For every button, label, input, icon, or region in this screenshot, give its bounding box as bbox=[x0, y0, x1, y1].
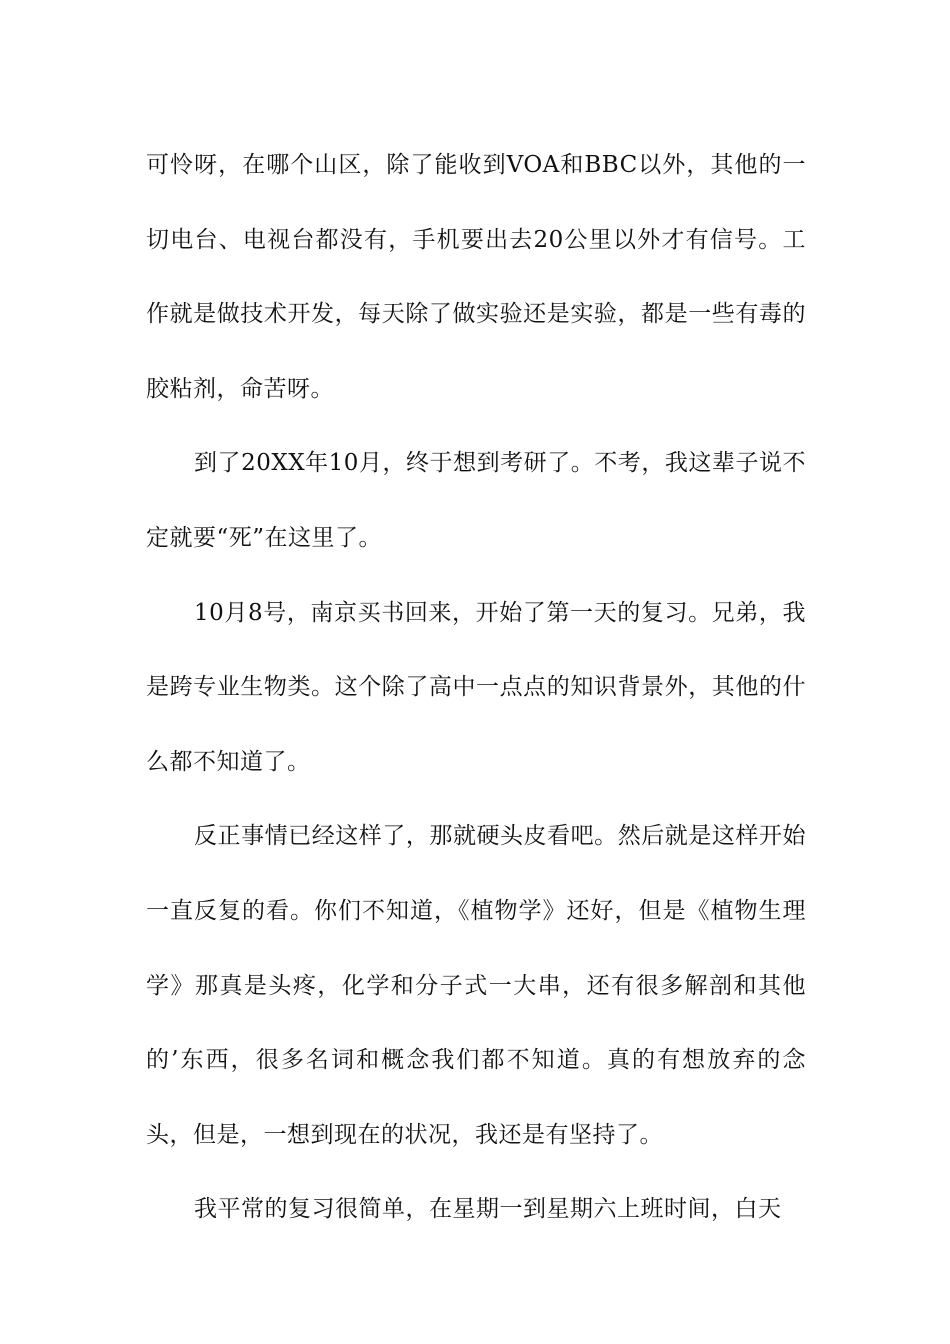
paragraph-4: 反正事情已经这样了，那就硬头皮看吧。然后就是这样开始一直反复的看。你们不知道，《植物学》还好，但是《植物生理学》那真是头疼，化学和分子式一大串，还有很多解剖和其他的’东西，很多名词和概念我们都不知道。真的有想放弃的念头，但是，一想到现在的状况，我还是有坚持了。 bbox=[146, 823, 806, 1148]
document-body bbox=[146, 128, 806, 1247]
paragraph-3: 10月8号，南京买书回来，开始了第一天的复习。兄弟，我是跨专业生物类。这个除了高中一点点的知识背景外，其他的什么都不知道了。 bbox=[146, 599, 806, 775]
paragraph-5: 我平常的复习很简单，在星期一到星期六上班时间，白天 bbox=[194, 1196, 782, 1223]
paragraph-2: 到了20XX年10月，终于想到考研了。不考，我这辈子说不定就要“死”在这里了。 bbox=[146, 450, 806, 551]
paragraph-1: 可怜呀，在哪个山区，除了能收到VOA和BBC以外，其他的一切电台、电视台都没有，手机要出去20公里以外才有信号。工作就是做技术开发，每天除了做实验还是实验，都是一些有毒的胶粘剂，命苦呀。 bbox=[146, 152, 806, 402]
